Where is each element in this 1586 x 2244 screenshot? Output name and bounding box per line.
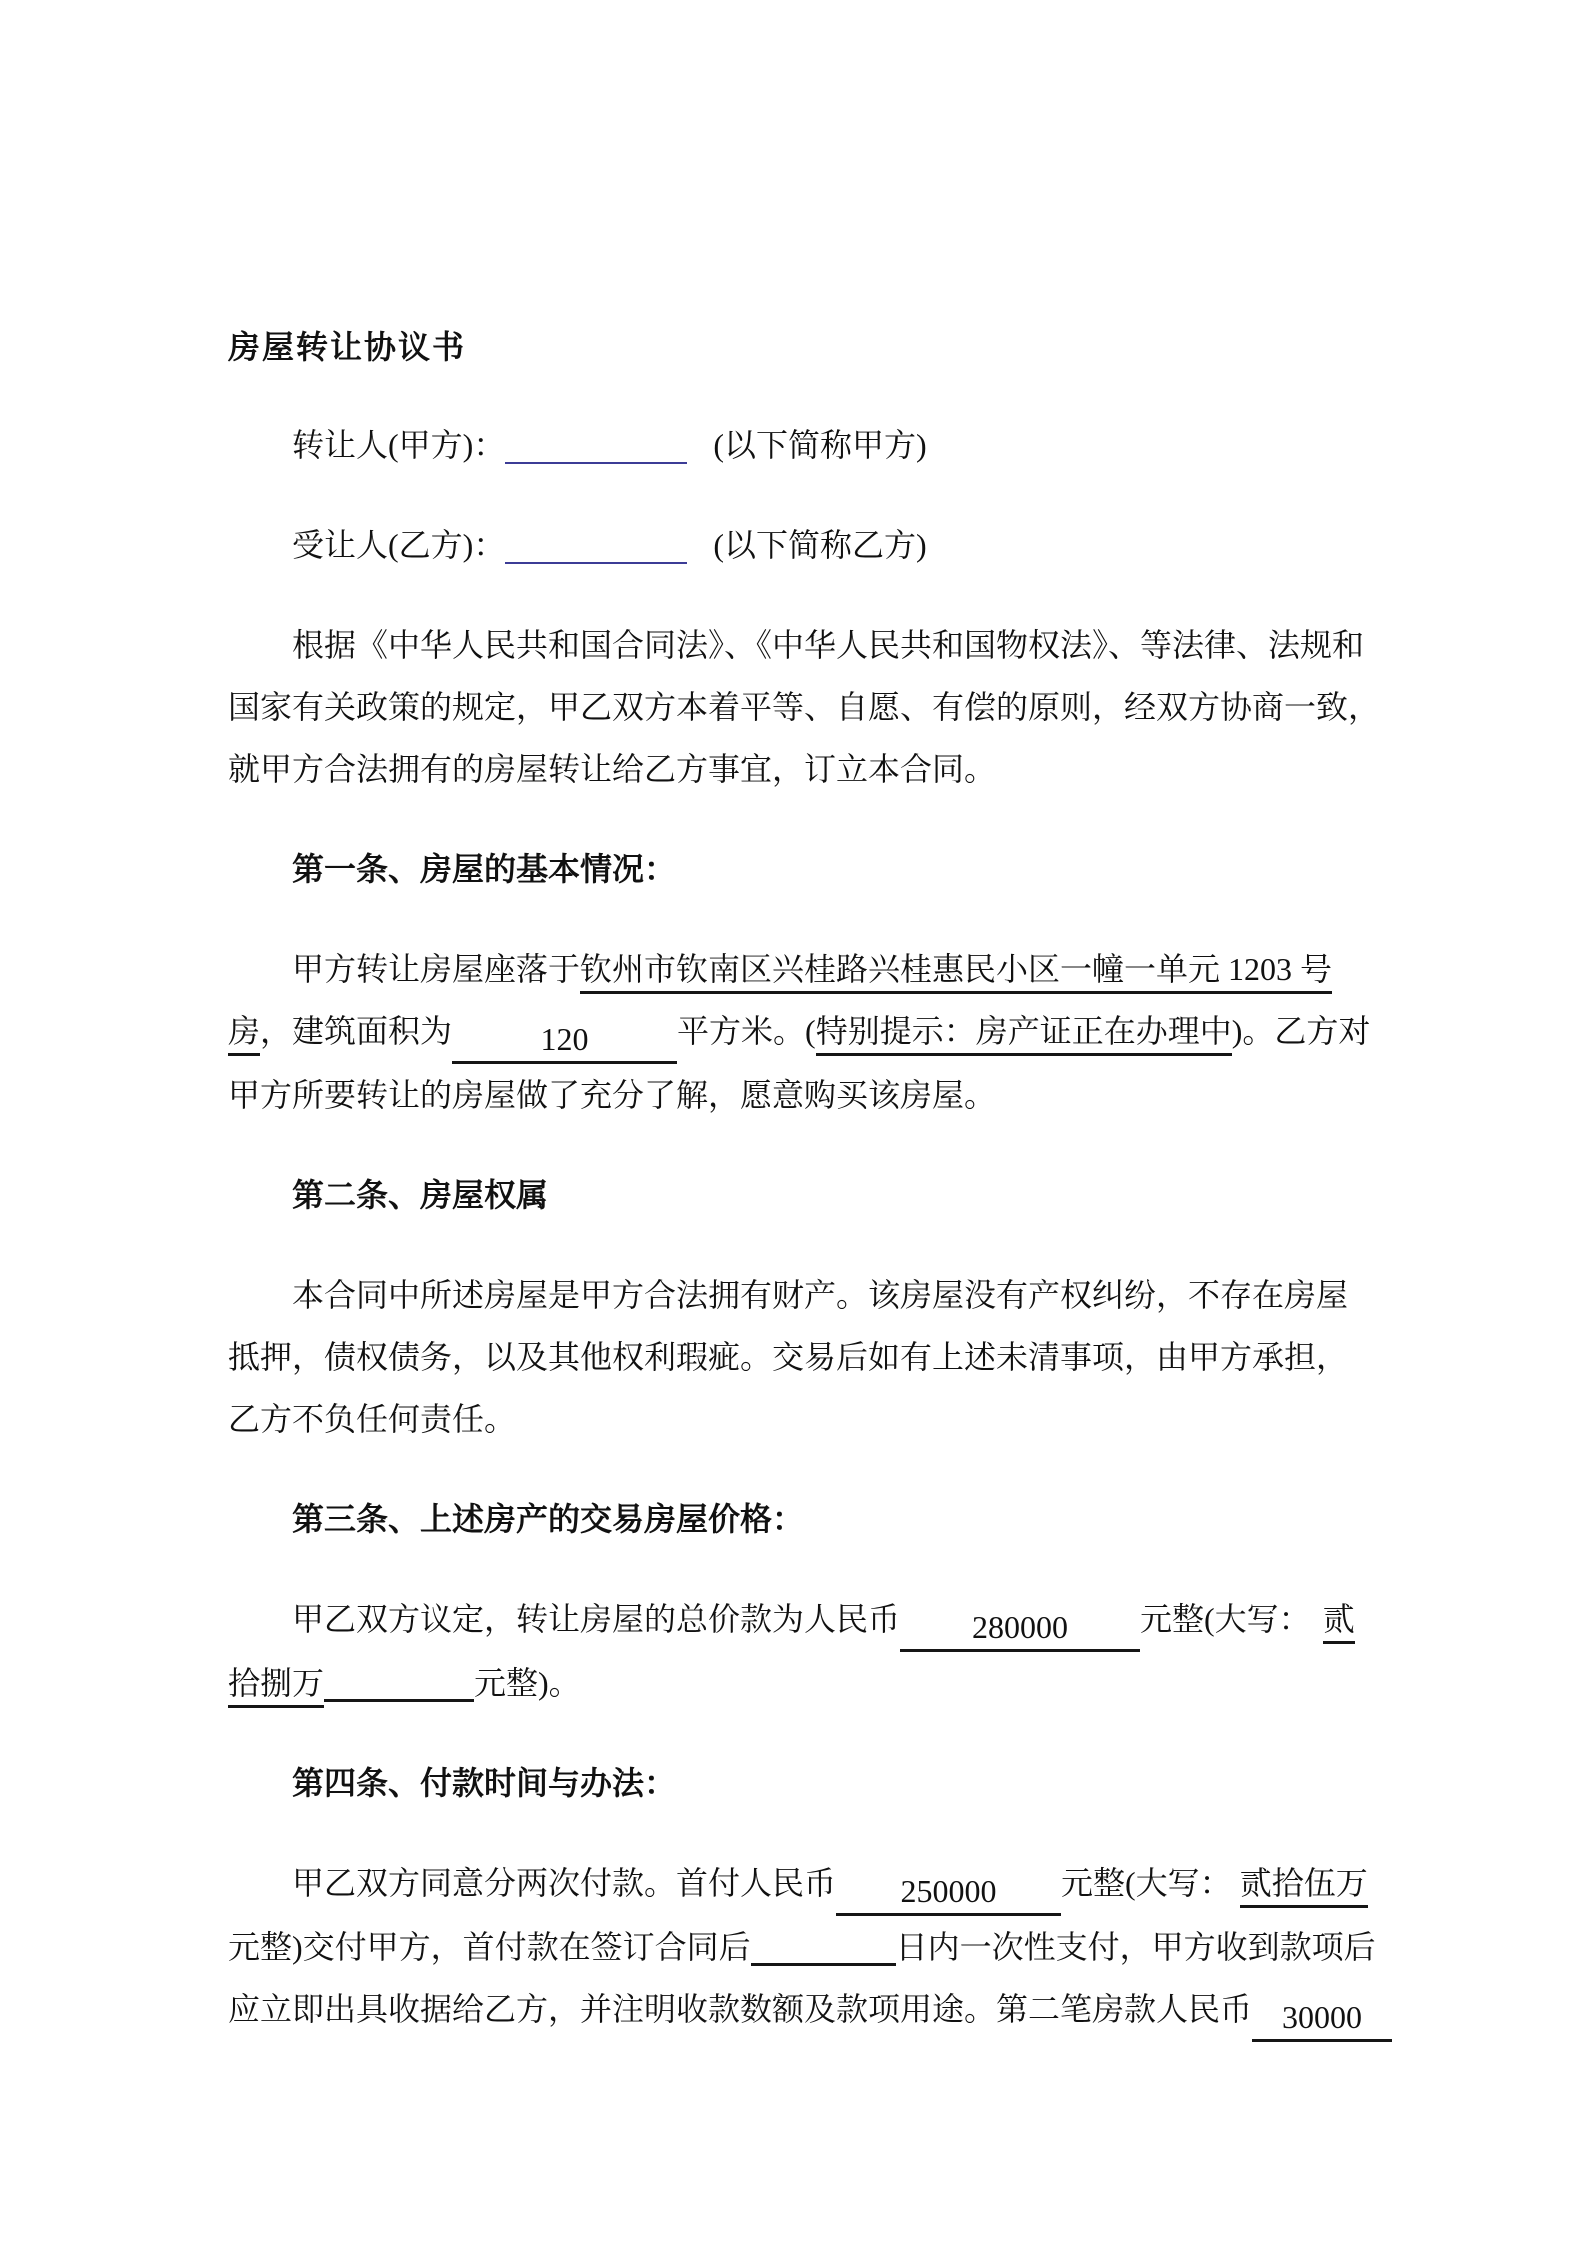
text-line	[228, 1852, 1408, 1916]
text-run: 抵押，债权债务，以及其他权利瑕疵。交易后如有上述未清事项，由甲方承担，	[228, 1339, 1349, 1375]
blank-fill-field: 30000	[1252, 2001, 1392, 2042]
text-line	[228, 838, 1408, 900]
party-line-transferor	[228, 414, 1408, 476]
text-line	[228, 414, 1408, 476]
text-line	[228, 1326, 1408, 1388]
section-heading-4	[228, 1752, 1408, 1814]
text-line	[228, 1000, 1408, 1064]
text-line	[228, 1916, 1408, 1978]
section-heading-2	[228, 1164, 1408, 1226]
text-run: 第三条、上述房产的交易房屋价格：	[292, 1501, 805, 1537]
text-run: 本合同中所述房屋是甲方合法拥有财产。该房屋没有产权纠纷，不存在房屋	[292, 1277, 1349, 1313]
section-4-paragraph	[228, 1852, 1408, 2042]
section-heading-3	[228, 1488, 1408, 1550]
text-line	[228, 1164, 1408, 1226]
text-run: 就甲方合法拥有的房屋转让给乙方事宜，订立本合同。	[228, 751, 997, 787]
text-line	[228, 1388, 1408, 1450]
text-run: 元整(大写：	[1061, 1865, 1232, 1901]
blank-fill-field: 120	[452, 1023, 677, 1064]
text-run: 国家有关政策的规定，甲乙双方本着平等、自愿、有偿的原则，经双方协商一致，	[228, 689, 1381, 725]
text-line	[228, 1064, 1408, 1126]
section-1-paragraph	[228, 938, 1408, 1126]
text-run: )。乙方对	[1231, 1013, 1371, 1049]
text-line	[228, 316, 1408, 378]
blank-fill-field: 280000	[900, 1611, 1140, 1652]
document-title	[228, 316, 1408, 378]
text-line	[228, 1588, 1408, 1652]
text-run: 第一条、房屋的基本情况：	[292, 851, 677, 887]
underlined-text-run: 钦州市钦南区兴桂路兴桂惠民小区一幢一单元 1203 号	[580, 951, 1332, 994]
text-run: 甲方转让房屋座落于	[292, 951, 581, 987]
text-run: (以下简称乙方)	[713, 527, 927, 563]
section-2-paragraph	[228, 1264, 1408, 1450]
text-run: 转让人(甲方)：	[292, 427, 506, 463]
text-run: 甲乙双方议定，转让房屋的总价款为人民币	[292, 1601, 901, 1637]
underlined-text-run: 拾捌万	[228, 1665, 324, 1708]
text-run: 房屋转让协议书	[228, 329, 467, 365]
blank-fill-field	[505, 456, 687, 464]
blank-fill-field	[751, 1957, 896, 1966]
text-run: 应立即出具收据给乙方，并注明收款数额及款项用途。第二笔房款人民币	[228, 1991, 1253, 2027]
text-run: (以下简称甲方)	[713, 427, 927, 463]
text-line	[228, 738, 1408, 800]
text-line	[228, 1978, 1408, 2042]
text-run: 第二条、房屋权属	[292, 1177, 549, 1213]
underlined-text-run: 房	[228, 1013, 260, 1056]
text-line	[228, 614, 1408, 676]
text-line	[228, 1488, 1408, 1550]
section-heading-1	[228, 838, 1408, 900]
text-line	[228, 1752, 1408, 1814]
text-line	[228, 514, 1408, 576]
text-line	[228, 938, 1408, 1000]
text-run: 元整(大写：	[1140, 1601, 1311, 1637]
text-run: 根据《中华人民共和国合同法》、《中华人民共和国物权法》、等法律、法规和	[292, 627, 1365, 663]
underlined-text-run: 贰	[1323, 1601, 1355, 1644]
underlined-text-run: 贰拾伍万	[1240, 1865, 1368, 1908]
document-body	[228, 316, 1408, 2042]
text-run: 第四条、付款时间与办法：	[292, 1765, 677, 1801]
preamble-paragraph	[228, 614, 1408, 800]
underlined-text-run: 特别提示：房产证正在办理中	[816, 1013, 1232, 1056]
blank-fill-field: 250000	[836, 1875, 1061, 1916]
text-run: ，建筑面积为	[260, 1013, 453, 1049]
text-run: 受让人(乙方)：	[292, 527, 506, 563]
text-run: 甲乙双方同意分两次付款。首付人民币	[292, 1865, 837, 1901]
blank-fill-field	[505, 556, 687, 564]
text-line	[228, 1264, 1408, 1326]
section-3-paragraph	[228, 1588, 1408, 1714]
text-run: 日内一次性支付，甲方收到款项后	[895, 1929, 1376, 1965]
text-line	[228, 1652, 1408, 1714]
blank-fill-field	[324, 1693, 474, 1702]
text-run: 元整)。	[474, 1665, 581, 1701]
text-run: 平方米。(	[677, 1013, 816, 1049]
text-run: 甲方所要转让的房屋做了充分了解，愿意购买该房屋。	[228, 1077, 997, 1113]
text-line	[228, 676, 1408, 738]
text-run: 元整)交付甲方，首付款在签订合同后	[228, 1929, 751, 1965]
party-line-transferee	[228, 514, 1408, 576]
text-run: 乙方不负任何责任。	[228, 1401, 517, 1437]
